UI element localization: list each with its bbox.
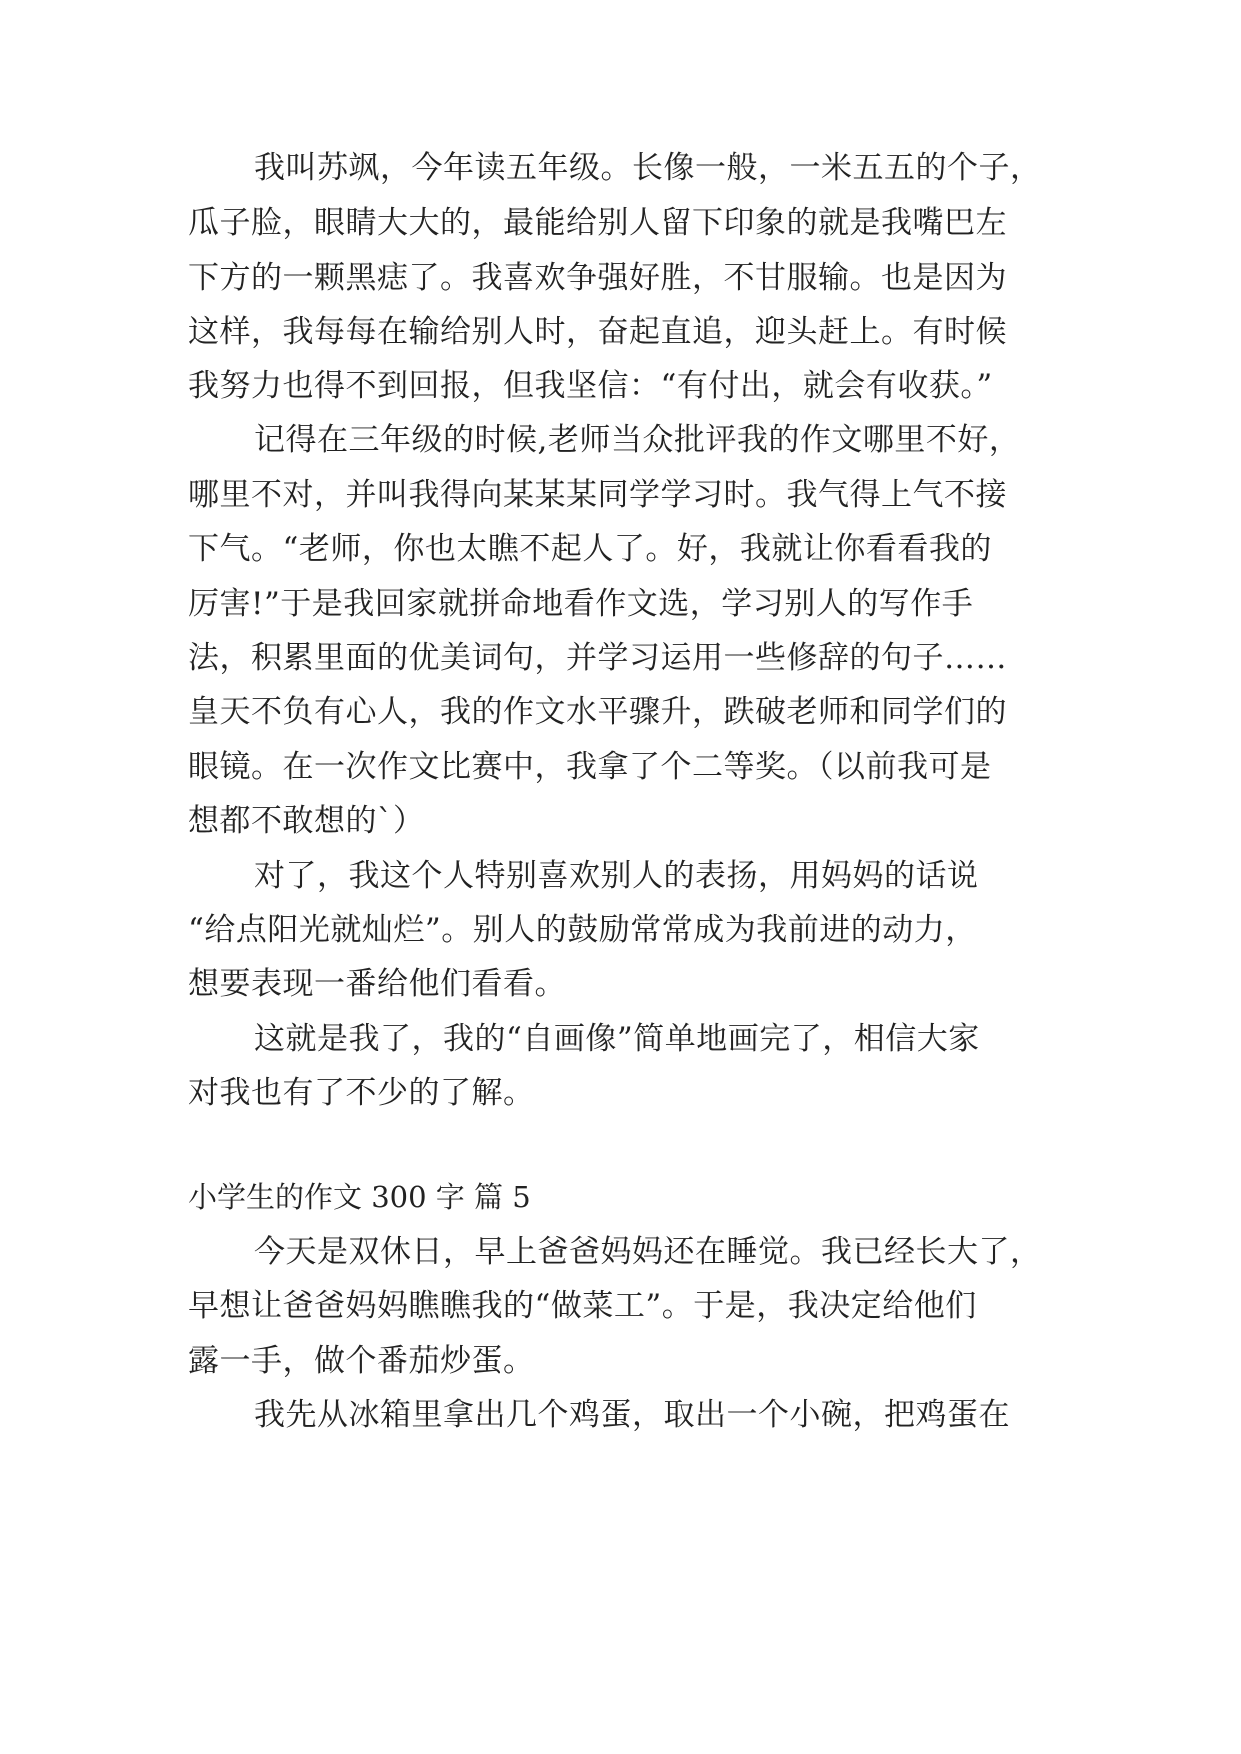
text-line: 法，积累里面的优美词句，并学习运用一些修辞的句子……: [188, 640, 1007, 676]
text-line: 对了，我这个人特别喜欢别人的表扬，用妈妈的话说: [254, 858, 979, 894]
text-line: 哪里不对，并叫我得向某某某同学学习时。我气得上气不接: [188, 477, 1007, 513]
text-line: 我努力也得不到回报，但我坚信：“有付出，就会有收获。”: [188, 368, 993, 404]
text-line: 下气。“老师，你也太瞧不起人了。好，我就让你看看我的: [188, 531, 992, 567]
text-line: “给点阳光就灿烂”。别人的鼓励常常成为我前进的动力，: [188, 912, 977, 948]
text-line: 这样，我每每在输给别人时，奋起直追，迎头赶上。有时候: [188, 314, 1007, 350]
text-line: 这就是我了，我的“自画像”简单地画完了，相信大家: [254, 1021, 980, 1057]
text-line: 记得在三年级的时候,老师当众批评我的作文哪里不好，: [254, 422, 1021, 458]
text-line: 今天是双休日，早上爸爸妈妈还在睡觉。我已经长大了，: [254, 1234, 1042, 1270]
text-line: 想都不敢想的`）: [188, 803, 425, 839]
text-line: 皇天不负有心人，我的作文水平骤升，跌破老师和同学们的: [188, 694, 1007, 730]
text-line: 瓜子脸，眼睛大大的，最能给别人留下印象的就是我嘴巴左: [188, 205, 1007, 241]
text-line: 想要表现一番给他们看看。: [188, 966, 566, 1002]
essay-heading: 小学生的作文 300 字 篇 5: [188, 1180, 531, 1214]
text-line: 下方的一颗黑痣了。我喜欢争强好胜，不甘服输。也是因为: [188, 260, 1007, 296]
text-line: 露一手，做个番茄炒蛋。: [188, 1343, 535, 1379]
text-line: 早想让爸爸妈妈瞧瞧我的“做菜工”。于是，我决定给他们: [188, 1288, 977, 1324]
text-line: 厉害!”于是我回家就拼命地看作文选，学习别人的写作手: [188, 586, 974, 622]
text-line: 我叫苏飒，今年读五年级。长像一般，一米五五的个子，: [254, 150, 1042, 186]
text-line: 对我也有了不少的了解。: [188, 1075, 535, 1111]
text-line: 我先从冰箱里拿出几个鸡蛋，取出一个小碗，把鸡蛋在: [254, 1397, 1010, 1433]
text-line: 眼镜。在一次作文比赛中，我拿了个二等奖。（以前我可是: [188, 749, 992, 785]
